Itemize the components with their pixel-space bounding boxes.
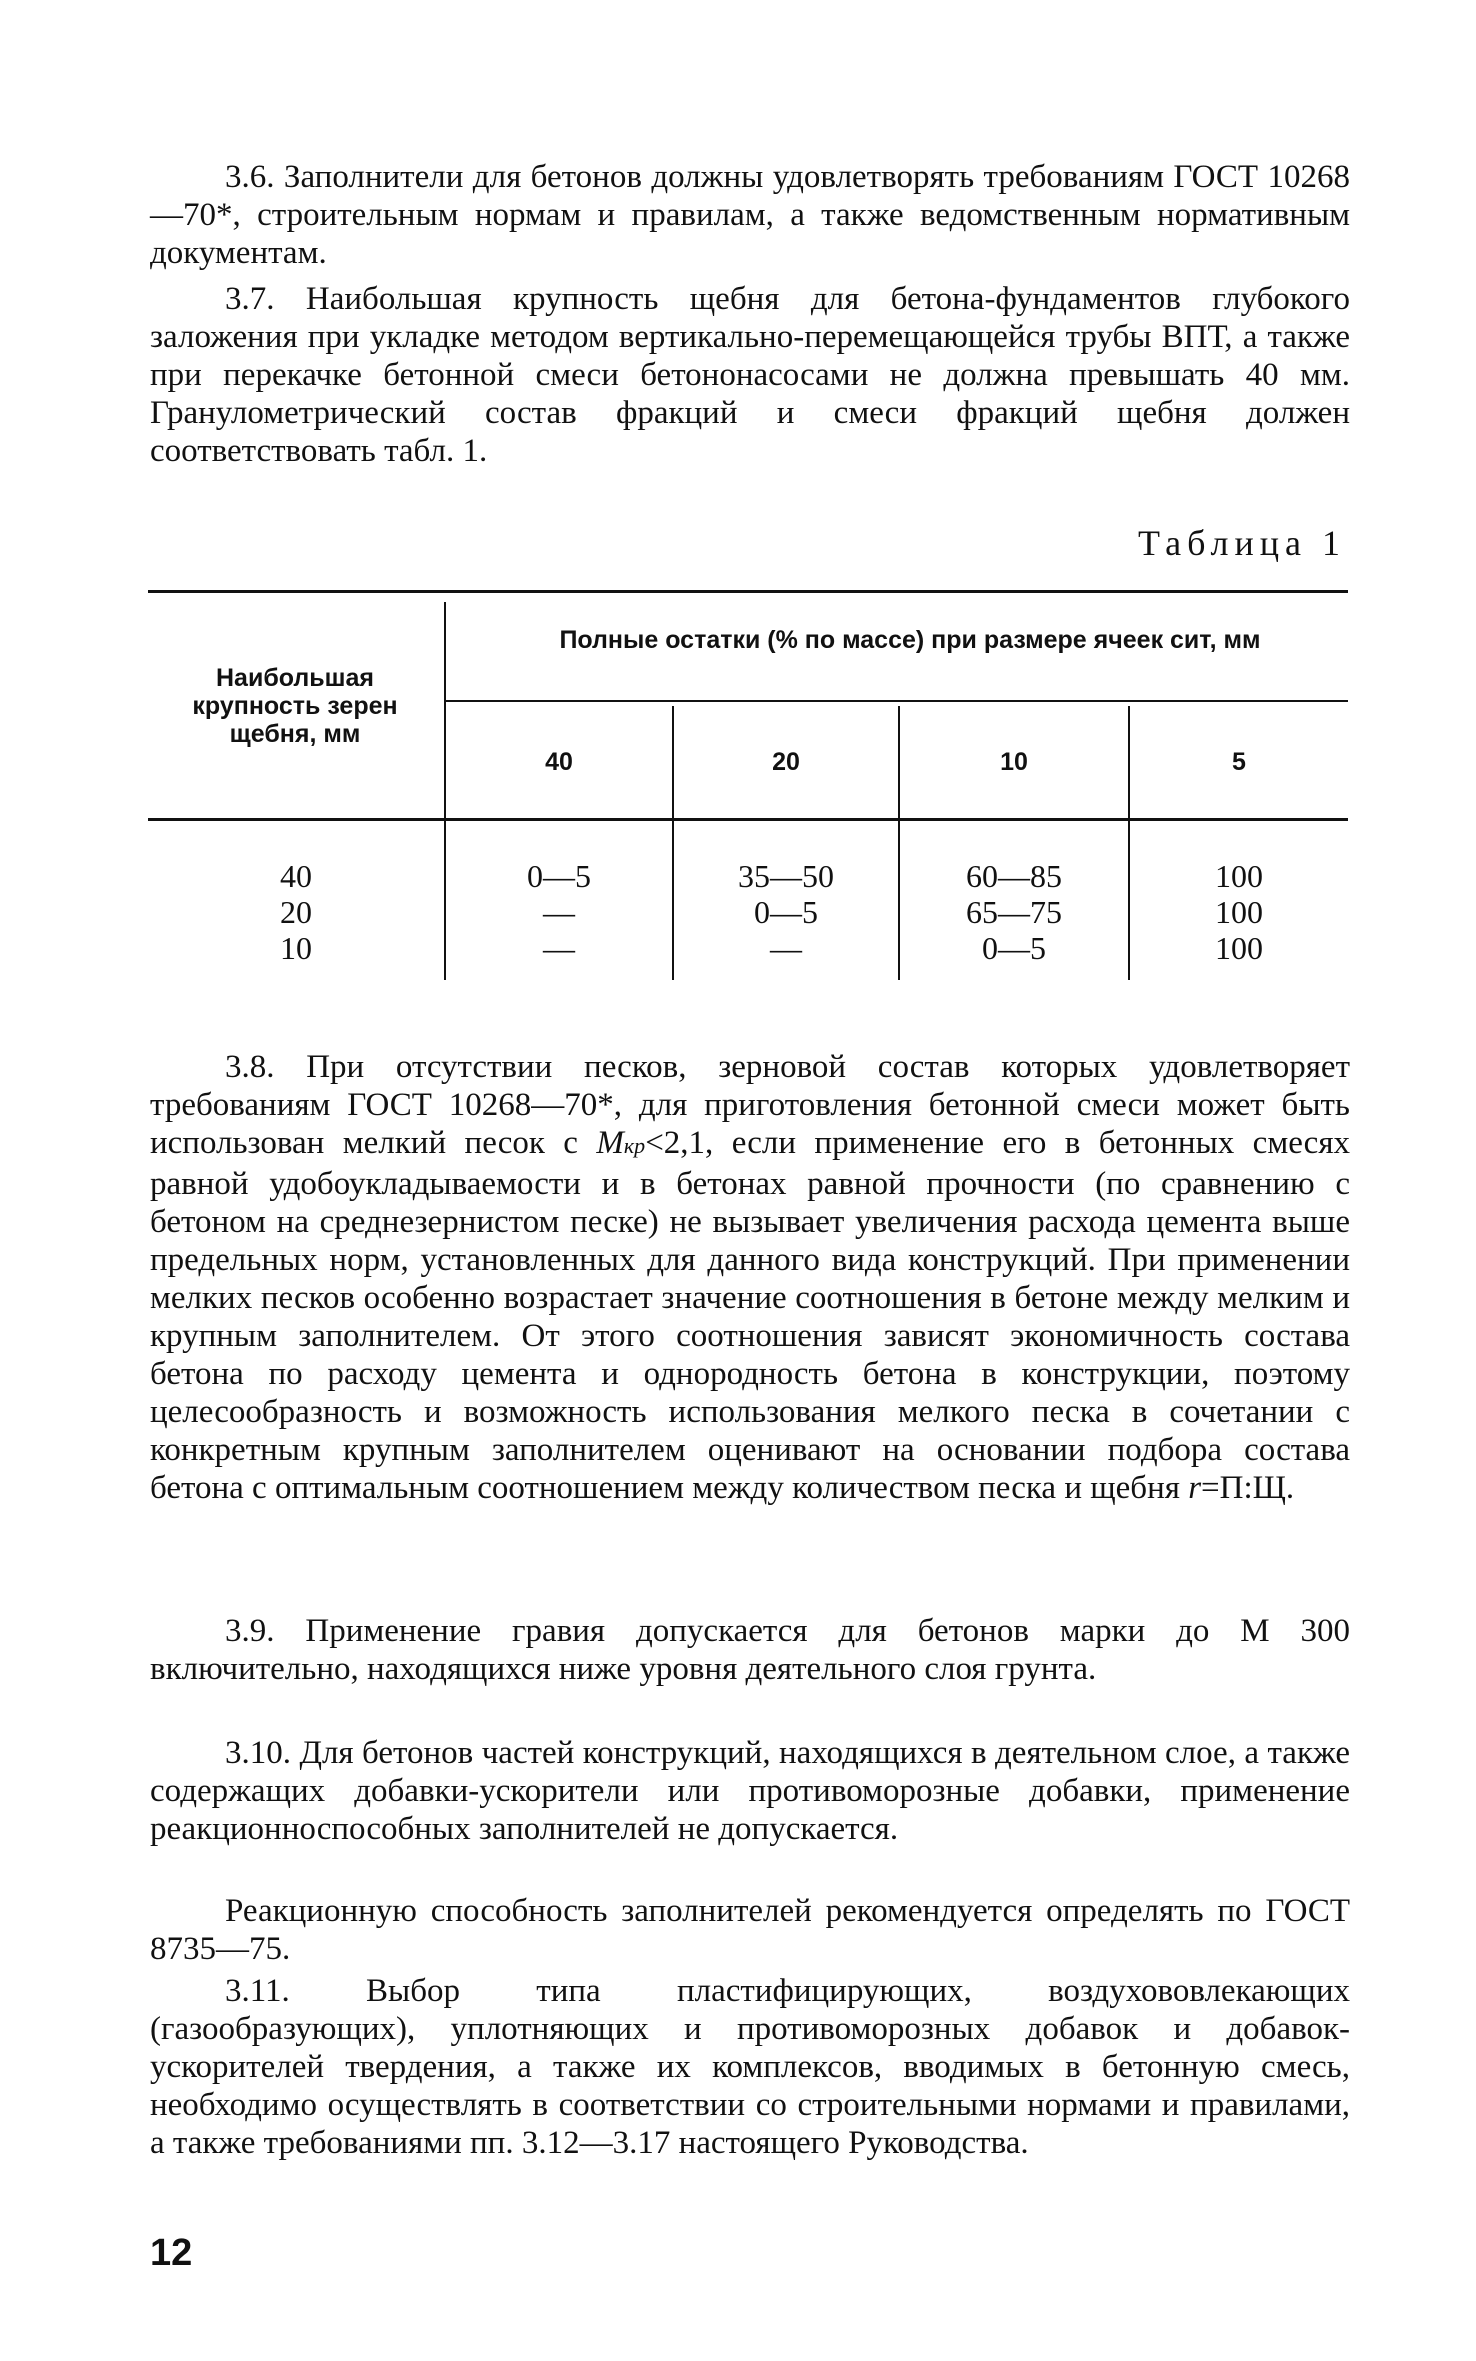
paragraph-3-8-text-2: <2,1, если применение его в бетонных смесях равной удобоукладываемости и в бетонах равной прочности (по сравнению с бетоном на среднезернистом песке) не вызывает увеличения расхода цемента выше предельных норм, установленных для данного вида конструкций. При применении мелких песков особенно возрастает значение соотношения в бетоне между мелким и крупным заполнителем. От этого соотношения зависят экономичность состава бетона по расходу цемента и однородность бетона в конструкции, поэтому целесообразность и возможность использования мелкого песка в сочетании с конкретным крупным заполнителем оценивают на основании подбора состава бетона с оптимальным соотношением между количеством песка и щебня (150, 1125, 1351, 1506)
page-number: 12 (150, 2232, 193, 2274)
table-cell-grain-size: 40 (280, 858, 312, 894)
table-header-bottom-rule (148, 818, 1348, 821)
table-cell: 35—50 (738, 858, 834, 894)
table-cell: 60—85 (966, 858, 1062, 894)
paragraph-3-8-text-3: =П:Щ. (1201, 1470, 1295, 1506)
table-cell: 100 (1215, 894, 1263, 930)
table-header-residue-group: Полные остатки (% по массе) при размере ячеек сит, мм (559, 626, 1261, 654)
table-header-sieve-10: 10 (1000, 748, 1028, 776)
table-cell: 65—75 (966, 894, 1062, 930)
paragraph-3-10: 3.10. Для бетонов частей конструкций, находящихся в деятельном слое, а также содержащих добавки-ускорители или противоморозные добавки, применение реакционноспособных заполнителей не допускается. (150, 1735, 1350, 1847)
table-cell: 100 (1215, 930, 1263, 966)
table-header-sieve-40: 40 (545, 748, 573, 776)
table-header-sieve-5: 5 (1232, 748, 1246, 776)
table-top-rule (148, 590, 1348, 593)
table-cell-grain-size: 20 (280, 894, 312, 930)
table-cell: 0—5 (527, 858, 591, 894)
paragraph-3-8-text-1: 3.8. При отсутствии песков, зерновой состав которых удовлетворяет требованиям ГОСТ 10268—70*, для приготовления бетонной смеси может быть использован мелкий песок с (150, 1049, 1350, 1161)
paragraph-3-11: 3.11. Выбор типа пластифицирующих, воздухововлекающих (газообразующих), уплотняющих и противоморозных добавок и добавок-ускорителей твердения, а также их комплексов, вводимых в бетонную смесь, необходимо осуществлять в соответствии со строительными нормами и правилами, а также требованиями пп. 3.12—3.17 настоящего Руководства. (150, 1973, 1350, 2161)
table-cell: — (543, 894, 575, 930)
paragraph-3-7: 3.7. Наибольшая крупность щебня для бетона-фундаментов глубокого заложения при укладке методом вертикально-перемещающейся трубы ВПТ, а также при перекачке бетонной смеси бетононасосами не должна превышать 40 мм. Гранулометрический состав фракций и смеси фракций щебня должен соответствовать табл. 1. (150, 281, 1350, 469)
paragraph-3-10-reactivity: Реакционную способность заполнителей рекомендуется определять по ГОСТ 8735—75. (150, 1893, 1350, 1967)
table-header-grain-size: Наибольшая крупность зерен щебня, мм (192, 664, 398, 748)
table-header-sieve-20: 20 (772, 748, 800, 776)
paragraph-3-9: 3.9. Применение гравия допускается для бетонов марки до М 300 включительно, находящихся ниже уровня деятельного слоя грунта. (150, 1613, 1350, 1687)
table-header-mid-rule (446, 700, 1348, 702)
table-cell: 0—5 (754, 894, 818, 930)
table-cell: 100 (1215, 858, 1263, 894)
ratio-symbol: r (1188, 1470, 1202, 1506)
table-cell: — (543, 930, 575, 966)
table-title: Таблица 1 (1138, 523, 1346, 563)
paragraph-3-6: 3.6. Заполнители для бетонов должны удовлетворять требованиям ГОСТ 10268—70*, строительным нормам и правилам, а также ведомственным нормативным документам. (150, 159, 1350, 271)
table-cell-grain-size: 10 (280, 930, 312, 966)
table-cell: — (770, 930, 802, 966)
mkr-subscript: кр (623, 1133, 646, 1158)
paragraph-3-8 (150, 1048, 1350, 1507)
table-cell: 0—5 (982, 930, 1046, 966)
mkr-symbol: М (596, 1125, 624, 1161)
